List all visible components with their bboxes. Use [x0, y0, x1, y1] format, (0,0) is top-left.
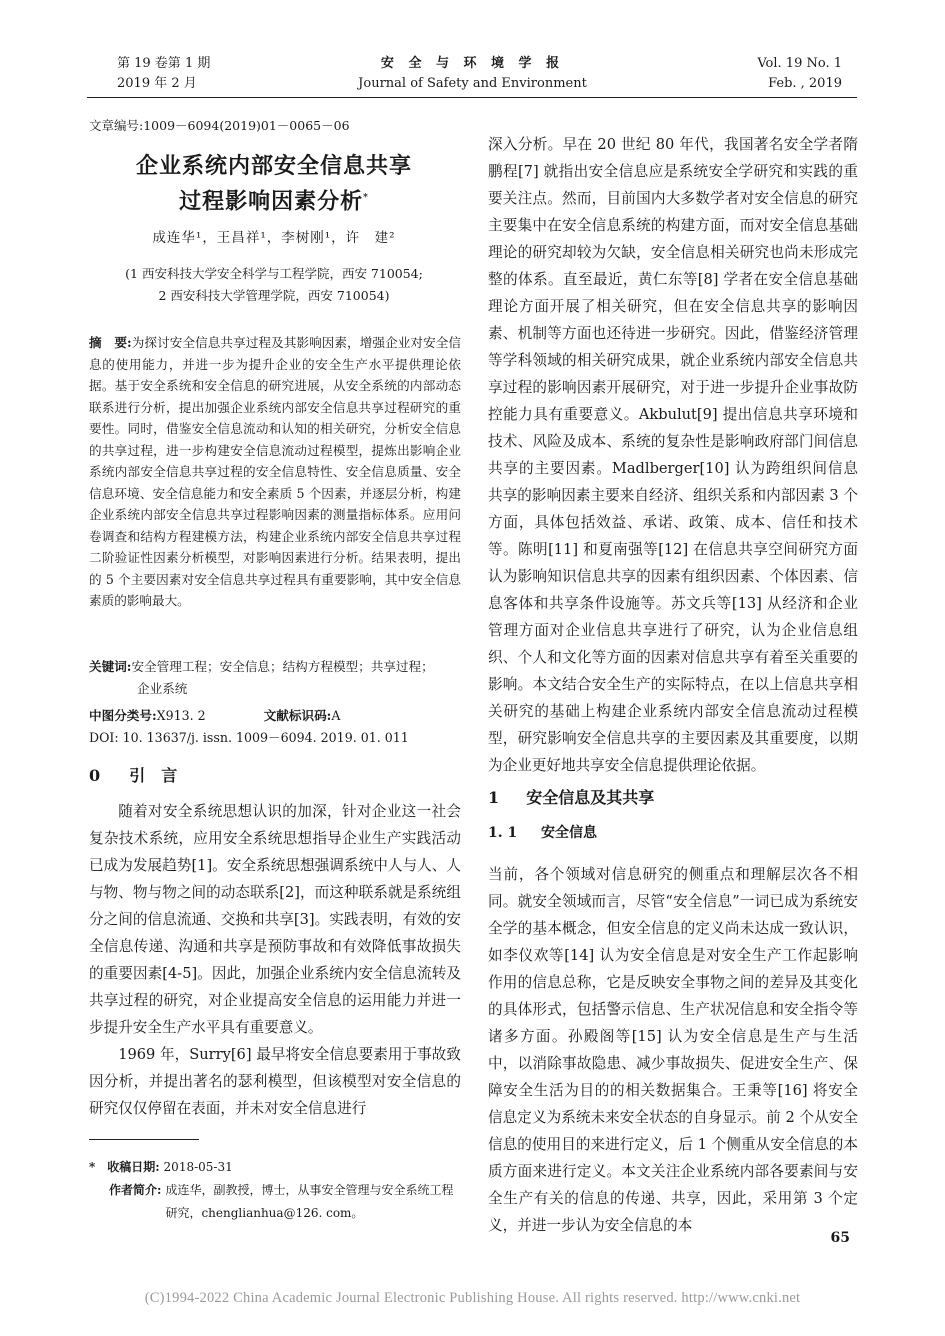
header-journal — [300, 54, 645, 94]
section-1-number: 1 — [488, 788, 500, 807]
classification — [89, 705, 340, 727]
footnote — [89, 1156, 461, 1225]
received-date-value: 2018-05-31 — [163, 1160, 233, 1174]
intro-paragraph-2-continued: 深入分析。早在 20 世纪 80 年代，我国著名安全学者隋鹏程[7] 就指出安全信息应是系统安全学研究和实践的重要关注点。然而，目前国内大多数学者对安全信息的研究主要集中在安全信息系统的构建方面，而对安全信息基础理论的研究却较为欠缺，安全信息相关研究也尚未形成完整的体系。直至最近，黄仁东等[8] 学者在安全信息基础理论方面开展了相关研究，但在安全信息共享的影响因素、机制等方面也还待进一步研究。因此，借鉴经济管理等学科领域的相关研究成果，就企业系统内部安全信息共享过程的影响因素开展研究，对于进一步提升企业事故防控能力具有重要意义。Akbulut[9] 提出信息共享环境和技术、风险及成本、系统的复杂性是影响政府部门间信息共享的主要因素。Madlberger[10] 认为跨组织间信息共享的影响因素主要来自经济、组织关系和内部因素 3 个方面，具体包括效益、承诺、政策、成本、信任和技术等。陈明[11] 和夏南强等[12] 在信息共享空间研究方面认为影响知识信息共享的因素有组织因素、个体因素、信息客体和共享条件设施等。苏文兵等[13] 从经济和企业管理方面对企业信息共享进行了研究，认为企业信息组织、个人和文化等方面的因素对信息共享有着至关重要的影响。本文结合安全生产的实际特点，在以上信息共享相关研究的基础上构建企业系统内部安全信息流动过程模型，研究影响安全信息共享的主要因素及其重要度，以期为企业更好地共享安全信息提供理论依据。 — [488, 135, 858, 774]
subsection-1-1-title: 安全信息 — [540, 825, 597, 841]
abstract-label: 摘 要: — [89, 335, 132, 350]
author-list: 成连华¹，王昌祥¹，李树刚¹，许 建² — [152, 230, 396, 246]
title-line-2 — [88, 182, 460, 217]
abstract — [89, 332, 461, 612]
header-volume-en — [720, 54, 842, 94]
cls-label: 中图分类号: — [89, 708, 157, 723]
page-number: 65 — [830, 1230, 850, 1246]
author-bio-label: 作者简介: — [109, 1183, 162, 1197]
author-bio-text: 成连华，副教授，博士，从事安全管理与安全系统工程研究，chenglianhua@126. com。 — [165, 1183, 454, 1220]
article-title — [88, 150, 460, 217]
section-0-number: 0 — [89, 766, 101, 785]
section-1-title: 安全信息及其共享 — [526, 788, 655, 807]
keywords-label: 关键词: — [89, 659, 132, 674]
intro-body — [89, 798, 461, 1122]
intro-paragraph-2: 1969 年，Surry[6] 最早将安全信息要素用于事故致因分析，并提出著名的瑟利模型，但该模型对安全信息的研究仅仅停留在表面，并未对安全信息进行 — [89, 1046, 461, 1117]
article-number: 文章编号:1009－6094(2019)01－0065－06 — [89, 118, 350, 133]
section-1-paragraph-1: 当前，各个领域对信息研究的侧重点和理解层次各不相同。就安全领域而言，尽管“安全信息”一词已成为系统安全学的基本概念，但安全信息的定义尚未达成一致认识，如李仪欢等[14] 认为安全信息是对安全生产工作起影响作用的信息总称，它是反映安全事物之间的差异及其变化的具体形式，包括警示信息、生产状况信息和安全指令等诸多方面。孙殿阁等[15] 认为安全信息是生产与生活中，以消除事故隐患、减少事故损失、促进安全生产、保障安全生活为目的的相关数据集合。王秉等[16] 将安全信息定义为系统未来安全状态的自身显示。前 2 个从安全信息的使用目的来进行定义，后 1 个侧重从安全信息的本质方面来进行定义。本文关注企业系统内部各要素间与安全生产有关的信息的传递、共享，因此，采用第 3 个定义，并进一步认为安全信息的本 — [488, 865, 858, 1234]
doc-code-label: 文献标识码: — [263, 708, 332, 723]
header-date-cn: 2019 年 2 月 — [117, 76, 197, 91]
journal-name-cn: 安 全 与 环 境 学 报 — [380, 56, 565, 71]
abstract-text: 为探讨安全信息共享过程及其影响因素，增强企业对安全信息的使用能力，并进一步为提升企业的安全生产水平提供理论依据。基于安全系统和安全信息的研究进展，从安全系统的内部动态联系进行分析，提出加强企业系统内部安全信息共享过程研究的重要性。同时，借鉴安全信息流动和认知的相关研究，分析安全信息的共享过程，进一步构建安全信息流动过程模型，提炼出影响企业系统内部安全信息共享过程的安全信息特性、安全信息质量、安全信息环境、安全信息能力和安全素质 5 个因素，并逐层分析，构建企业系统内部安全信息共享过程影响因素的测量指标体系。应用问卷调查和结构方程建模方法，构建企业系统内部安全信息共享过程二阶验证性因素分析模型，对影响因素进行分析。结果表明，提出的 5 个主要因素对安全信息共享过程具有重要影响，其中安全信息素质的影响最大。 — [89, 335, 461, 608]
title-line-1: 企业系统内部安全信息共享 — [135, 153, 412, 179]
footnote-rule — [89, 1139, 199, 1140]
header-date-en: Feb. , 2019 — [768, 76, 842, 91]
section-1-heading — [488, 785, 654, 808]
intro-paragraph-1: 随着对安全系统思想认识的加深，针对企业这一社会复杂技术系统，应用安全系统思想指导企业生产实践活动已成为发展趋势[1]。安全系统思想强调系统中人与人、人与物、物与物之间的动态联系[2]，而这种联系就是系统组分之间的信息流通、交换和共享[3]。实践表明，有效的安全信息传递、沟通和共享是预防事故和有效降低事故损失的重要因素[4-5]。因此，加强企业系统内安全信息流转及共享过程的研究，对企业提高安全信息的运用能力并进一步提升安全生产水平具有重要意义。 — [89, 803, 461, 1036]
section-0-title: 引 言 — [129, 766, 178, 785]
title-line-2-text: 过程影响因素分析 — [179, 188, 364, 215]
header-vol-en: Vol. 19 No. 1 — [757, 56, 842, 71]
header-rule — [87, 97, 857, 98]
doi: DOI: 10. 13637/j. issn. 1009－6094. 2019. 01. 011 — [89, 730, 409, 745]
header-volume-cn — [117, 54, 210, 94]
section-0-heading — [89, 763, 177, 786]
keywords-line-1: 安全管理工程；安全信息；结构方程模型；共享过程； — [131, 659, 434, 674]
copyright-notice: (C)1994-2022 China Academic Journal Electronic Publishing House. All rights reserved. http://www.cnki.net — [144, 1290, 801, 1306]
journal-name-en: Journal of Safety and Environment — [358, 76, 587, 91]
keywords-line-2: 企业系统 — [137, 680, 188, 696]
header-volume-issue: 第 19 卷第 1 期 — [117, 56, 211, 71]
affiliation-1: (1 西安科技大学安全科学与工程学院，西安 710054; — [125, 266, 423, 281]
intro-continued — [488, 116, 858, 793]
affiliations — [88, 263, 460, 307]
affiliation-2: 2 西安科技大学管理学院，西安 710054) — [158, 288, 390, 303]
section-1-body — [488, 846, 858, 1253]
title-footnote-mark: * — [363, 193, 369, 203]
keywords — [89, 656, 461, 699]
subsection-1-1-heading — [488, 822, 597, 842]
doc-code-value: A — [331, 708, 341, 723]
cls-value: X913. 2 — [156, 708, 206, 723]
received-date-label: * 收稿日期: — [89, 1160, 160, 1174]
subsection-1-1-number: 1. 1 — [488, 825, 518, 841]
